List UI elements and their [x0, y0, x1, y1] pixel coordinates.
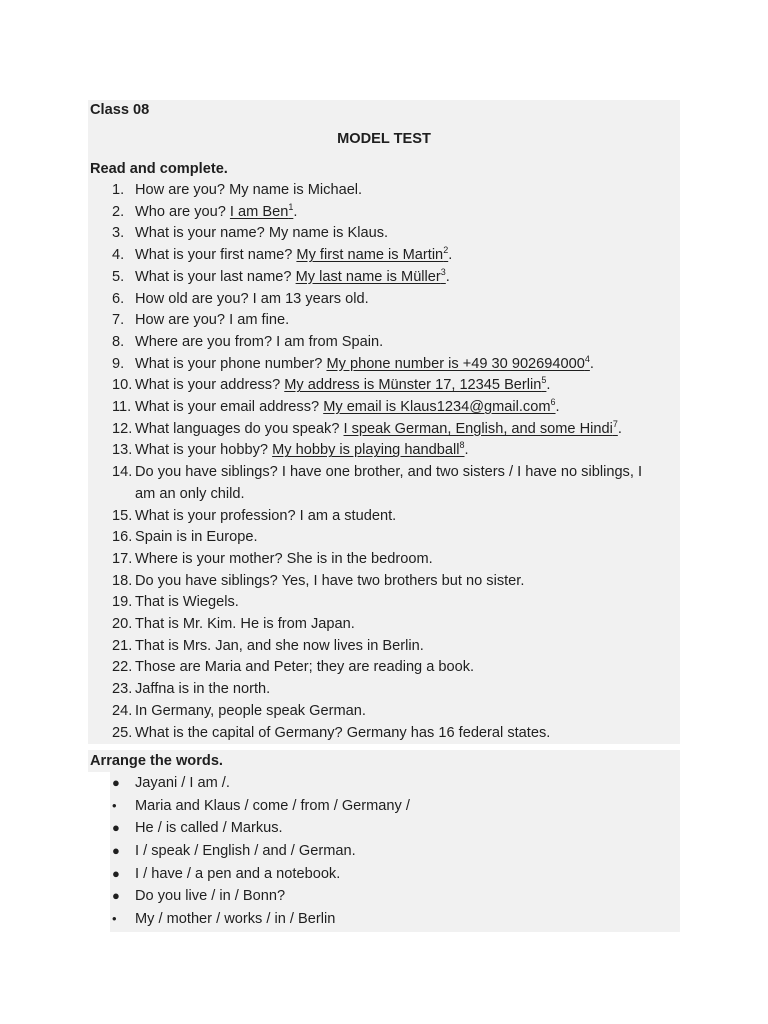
- item-question: Where are you from? I am from Spain.: [135, 333, 384, 350]
- list-item: [88, 397, 680, 419]
- item-question: What languages do you speak?: [135, 420, 344, 437]
- footnote-ref: 8: [459, 440, 465, 451]
- bullet-icon: ●: [112, 843, 120, 859]
- item-number: 4.: [112, 247, 125, 264]
- item-question: In Germany, people speak German.: [135, 702, 366, 719]
- item-question: That is Mrs. Jan, and she now lives in Berlin.: [135, 637, 424, 654]
- section-arrange: [90, 750, 680, 932]
- item-number: 14.: [112, 464, 133, 481]
- list-item: [110, 885, 680, 908]
- item-question: How are you? I am fine.: [135, 312, 290, 329]
- bullet-icon: •: [112, 797, 117, 813]
- section-heading-arrange: Arrange the words.: [88, 750, 680, 772]
- item-tail: .: [293, 203, 298, 220]
- bullet-icon: ●: [112, 775, 120, 791]
- item-number: 12.: [112, 420, 133, 437]
- footnote-ref: 2: [443, 245, 449, 256]
- item-number: 6.: [112, 290, 125, 307]
- question-list: [88, 180, 680, 744]
- item-question: What is the capital of Germany? Germany has 16 federal states.: [135, 724, 551, 741]
- answer-text: My address is Münster 17, 12345 Berlin: [284, 377, 542, 394]
- page-title: MODEL TEST: [337, 131, 431, 147]
- answer-text: I am Ben: [229, 203, 289, 220]
- item-question: Where is your mother? She is in the bedroom.: [135, 550, 433, 567]
- item-number: 16.: [112, 529, 133, 546]
- list-item: [88, 419, 680, 441]
- list-item: [88, 614, 680, 636]
- item-question: What is your last name?: [135, 268, 296, 285]
- arrange-text: Maria and Klaus / come / from / Germany /: [135, 797, 410, 814]
- item-tail: .: [617, 420, 622, 437]
- item-tail: .: [589, 355, 594, 372]
- section-read-complete: [88, 100, 680, 744]
- item-question: What is your first name?: [135, 247, 297, 264]
- item-number: 3.: [112, 225, 125, 242]
- item-question: That is Wiegels.: [135, 594, 239, 611]
- item-question: That is Mr. Kim. He is from Japan.: [135, 616, 355, 633]
- bullet-icon: ●: [112, 888, 120, 904]
- item-answer: [284, 377, 546, 393]
- item-answer: [229, 201, 294, 220]
- list-item: [88, 267, 680, 289]
- document-page: [88, 100, 680, 932]
- list-item: [110, 772, 680, 795]
- list-item: [88, 245, 680, 267]
- list-item: [88, 506, 680, 528]
- list-item: [88, 571, 680, 593]
- arrange-list: [110, 772, 680, 932]
- item-number: 5.: [112, 268, 125, 285]
- item-number: 17.: [112, 550, 133, 567]
- item-number: 8.: [112, 333, 125, 350]
- footnote-ref: 5: [541, 375, 547, 386]
- item-number: 24.: [112, 702, 133, 719]
- item-number: 2.: [112, 203, 125, 220]
- list-item: [88, 289, 680, 311]
- item-number: 19.: [112, 594, 133, 611]
- list-item: [110, 795, 680, 818]
- arrange-text: Do you live / in / Bonn?: [135, 888, 286, 905]
- footnote-ref: 1: [288, 201, 294, 212]
- item-tail: .: [555, 399, 560, 416]
- section-heading-read: Read and complete.: [90, 161, 228, 177]
- list-item: [88, 354, 680, 376]
- arrange-text: I / have / a pen and a notebook.: [135, 865, 341, 882]
- item-answer: [272, 442, 464, 458]
- item-number: 22.: [112, 659, 133, 676]
- item-tail: .: [445, 268, 450, 285]
- item-question: Spain is in Europe.: [135, 529, 258, 546]
- arrange-text: Jayani / I am /.: [135, 775, 230, 792]
- item-number: 10.: [112, 377, 133, 394]
- item-question: What is your hobby?: [135, 442, 273, 459]
- item-number: 1.: [112, 182, 125, 198]
- list-item: [88, 180, 680, 202]
- item-answer: [326, 353, 590, 372]
- item-answer: [295, 266, 446, 285]
- bullet-icon: •: [112, 910, 117, 926]
- item-question: What is your address?: [135, 377, 285, 394]
- list-item: [110, 817, 680, 840]
- list-item: [88, 657, 680, 679]
- list-item: [88, 701, 680, 723]
- list-item: [88, 375, 680, 397]
- list-item: [88, 332, 680, 354]
- answer-text: My last name is Müller: [295, 268, 441, 285]
- item-number: 15.: [112, 507, 133, 524]
- list-item: [88, 310, 680, 332]
- list-item: [88, 723, 680, 745]
- list-item: [88, 202, 680, 224]
- footnote-ref: 3: [440, 266, 446, 277]
- list-item: [88, 592, 680, 614]
- item-tail: .: [464, 442, 469, 459]
- answer-text: My hobby is playing handball: [272, 442, 460, 459]
- item-tail: .: [448, 247, 453, 264]
- arrange-text: He / is called / Markus.: [135, 820, 283, 837]
- answer-text: My phone number is +49 30 902694000: [326, 355, 585, 372]
- bullet-icon: ●: [112, 820, 120, 836]
- item-question: What is your profession? I am a student.: [135, 507, 397, 524]
- item-question: What is your phone number?: [135, 355, 327, 372]
- item-number: 13.: [112, 442, 133, 459]
- bullet-icon: ●: [112, 865, 120, 881]
- footnote-ref: 7: [612, 418, 618, 429]
- list-item: [88, 462, 680, 505]
- item-tail: .: [546, 377, 551, 394]
- answer-text: My email is Klaus1234@gmail.com: [323, 399, 551, 416]
- list-item: [110, 863, 680, 886]
- list-item: [88, 549, 680, 571]
- item-number: 7.: [112, 312, 125, 329]
- item-question: Do you have siblings? Yes, I have two brothers but no sister.: [135, 572, 525, 589]
- item-answer: [296, 247, 448, 263]
- list-item: [110, 840, 680, 863]
- list-item: [88, 527, 680, 549]
- class-label: Class 08: [90, 102, 150, 118]
- item-number: 25.: [112, 724, 133, 741]
- item-question: Who are you?: [135, 203, 230, 220]
- list-item: [88, 440, 680, 462]
- footnote-ref: 6: [550, 397, 556, 408]
- item-question: Jaffna is in the north.: [135, 681, 271, 698]
- item-number: 23.: [112, 681, 133, 698]
- list-item: [88, 223, 680, 245]
- item-number: 9.: [112, 355, 125, 372]
- item-number: 21.: [112, 637, 133, 654]
- item-number: 11.: [112, 399, 132, 416]
- arrange-text: My / mother / works / in / Berlin: [135, 910, 336, 927]
- item-question: How are you? My name is Michael.: [135, 182, 363, 198]
- item-question: What is your name? My name is Klaus.: [135, 225, 389, 242]
- list-item: [110, 908, 680, 931]
- item-question: Those are Maria and Peter; they are reading a book.: [135, 659, 475, 676]
- item-answer: [323, 399, 555, 415]
- footnote-ref: 4: [584, 353, 590, 364]
- answer-text: My first name is Martin: [296, 247, 444, 264]
- arrange-text: I / speak / English / and / German.: [135, 843, 356, 860]
- answer-text: I speak German, English, and some Hindi: [343, 420, 613, 437]
- item-question: Do you have siblings? I have one brother, and two sisters / I have no siblings, I am an only child.: [135, 464, 643, 502]
- list-item: [88, 679, 680, 701]
- item-question: What is your email address?: [135, 399, 324, 416]
- item-question: How old are you? I am 13 years old.: [135, 290, 369, 307]
- item-number: 20.: [112, 616, 133, 633]
- item-answer: [343, 418, 618, 437]
- list-item: [88, 636, 680, 658]
- item-number: 18.: [112, 572, 133, 589]
